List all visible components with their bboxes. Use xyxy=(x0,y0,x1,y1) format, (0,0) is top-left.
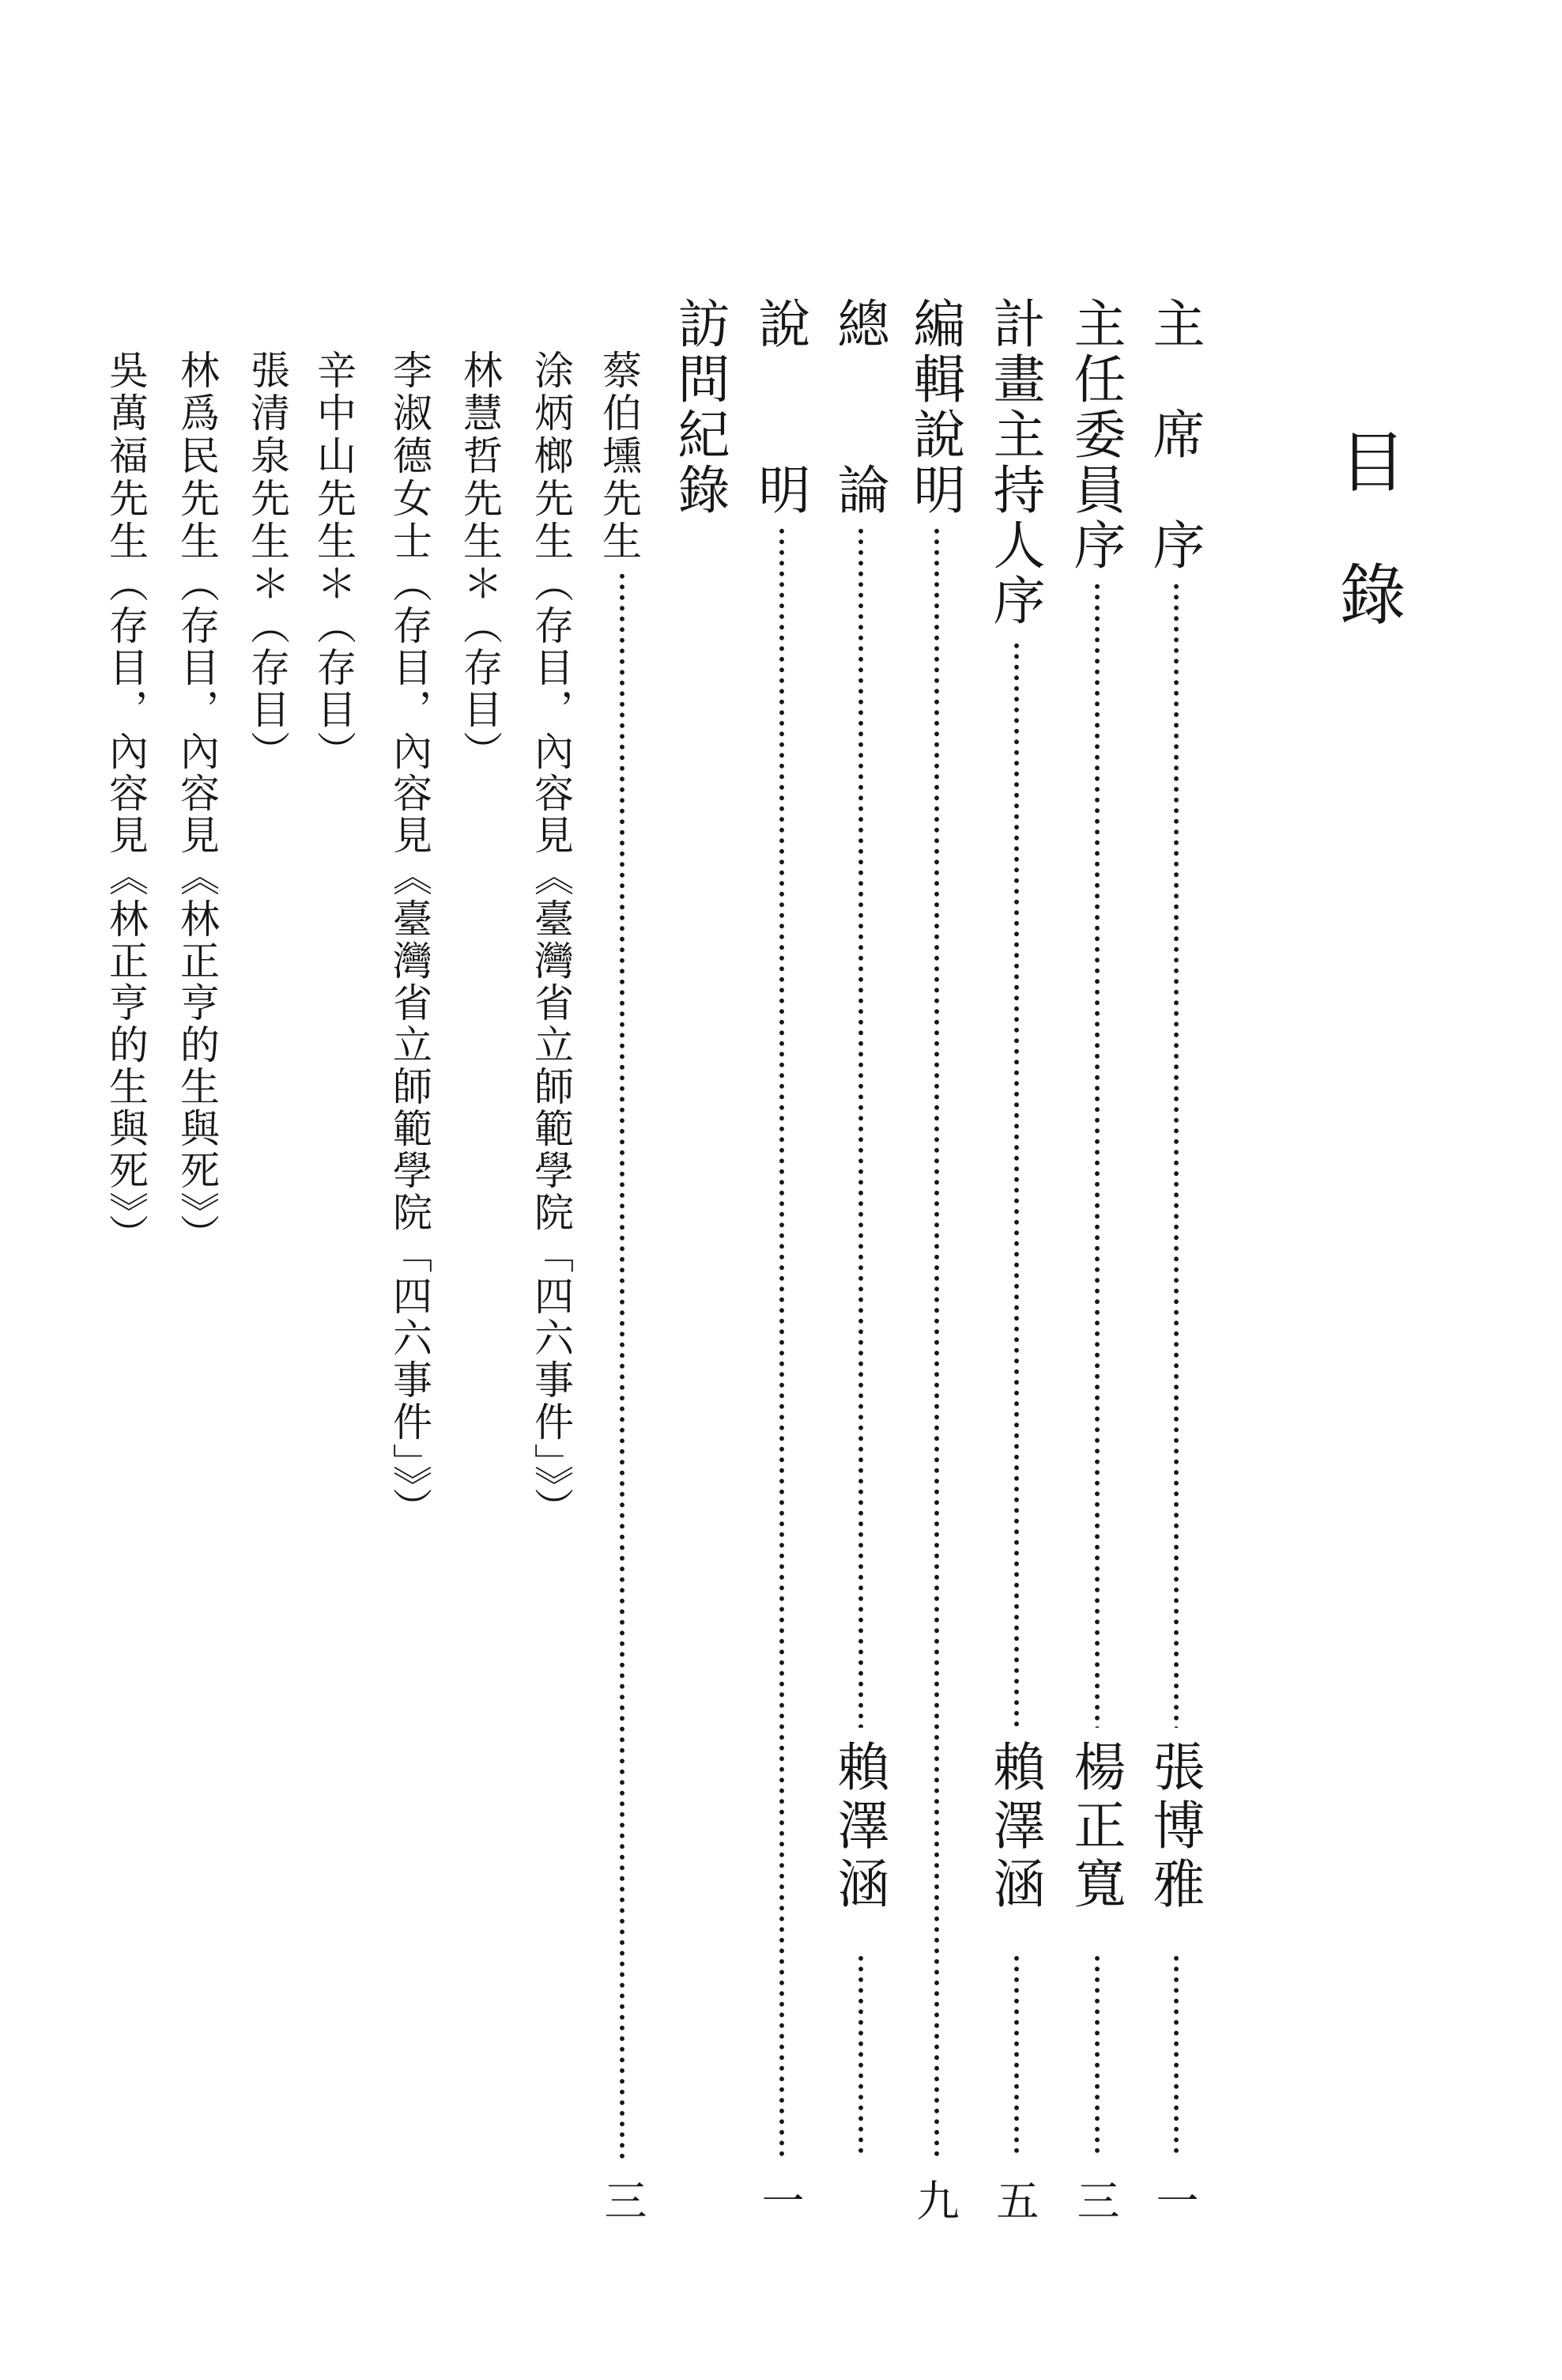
interview-entry[interactable] xyxy=(311,0,360,2380)
interview-note: ＊（存目） xyxy=(457,563,503,773)
entry-label: 主任委員序 xyxy=(1065,297,1126,573)
entry-page: 五 xyxy=(990,2178,1039,2221)
interviewee-name: 林慧哲先生 xyxy=(457,349,503,563)
entry-label: 說 明 xyxy=(749,297,810,518)
interviewee-name: 涂炳榔先生 xyxy=(528,349,574,563)
interview-entry[interactable] xyxy=(596,0,647,2380)
toc-entry-committee-preface[interactable] xyxy=(1065,0,1126,2380)
toc-entry-general-introduction[interactable] xyxy=(828,0,889,2380)
dot-leader xyxy=(1172,581,1180,1728)
interview-note: ＊（存目） xyxy=(311,563,357,773)
interview-entry[interactable] xyxy=(103,0,152,2380)
interviewee-name: 吳萬福先生 xyxy=(103,349,149,563)
dot-leader xyxy=(778,526,786,2159)
interview-entry[interactable] xyxy=(528,0,577,2380)
interview-note: （存目，內容見《林正亨的生與死》） xyxy=(103,563,149,1256)
entry-author: 張博雅 xyxy=(1144,1740,1205,1915)
entry-page: 三 xyxy=(598,2178,647,2221)
entry-author: 賴澤涵 xyxy=(984,1740,1045,1915)
interviewee-name: 李淑德女士 xyxy=(387,349,432,563)
entry-label: 總 論 xyxy=(828,297,889,518)
interview-entry[interactable] xyxy=(387,0,436,2380)
dot-leader xyxy=(857,526,865,1728)
toc-entry-chairman-preface[interactable] xyxy=(1144,0,1205,2380)
entry-page: 一 xyxy=(755,2178,805,2221)
interview-entry[interactable] xyxy=(174,0,223,2380)
entry-label: 編輯說明 xyxy=(904,297,965,518)
entry-page: 一 xyxy=(1149,2178,1199,2221)
entry-page: 九 xyxy=(910,2178,960,2221)
interview-line xyxy=(311,349,357,773)
dot-leader xyxy=(1013,640,1021,1728)
interview-note: ＊（存目） xyxy=(244,563,290,773)
interviewee-name: 辛中山先生 xyxy=(311,349,357,563)
dot-leader xyxy=(933,526,941,2159)
interview-note: （存目，內容見《臺灣省立師範學院「四六事件」》） xyxy=(528,563,574,1529)
dot-leader xyxy=(1093,581,1101,1728)
interview-line xyxy=(387,349,432,1529)
entry-label: 主 席 序 xyxy=(1144,297,1205,573)
toc-section-interview-records[interactable] xyxy=(669,0,730,2380)
dot-leader xyxy=(857,1953,865,2159)
toc-entry-explanation[interactable] xyxy=(749,0,810,2380)
dot-leader xyxy=(618,571,626,2159)
interviewee-name: 蔡伯壎先生 xyxy=(596,349,642,563)
dot-leader xyxy=(1093,1953,1101,2159)
toc-entry-project-preface[interactable] xyxy=(984,0,1045,2380)
interview-line xyxy=(457,349,503,773)
dot-leader xyxy=(1013,1953,1021,2159)
interviewee-name: 張清泉先生 xyxy=(244,349,290,563)
toc-entry-editorial-notes[interactable] xyxy=(904,0,965,2380)
interview-entry[interactable] xyxy=(244,0,293,2380)
interview-line xyxy=(528,349,574,1529)
section-heading: 訪問紀錄 xyxy=(669,297,730,518)
page-title: 目 錄 xyxy=(1329,427,1406,626)
entry-page: 三 xyxy=(1070,2178,1120,2221)
interview-line xyxy=(244,349,290,773)
interview-note: （存目，內容見《林正亨的生與死》） xyxy=(174,563,220,1256)
entry-author: 楊正寬 xyxy=(1065,1740,1126,1915)
entry-label: 計畫主持人序 xyxy=(984,297,1045,629)
entry-author: 賴澤涵 xyxy=(828,1740,889,1915)
interviewee-name: 林爲民先生 xyxy=(174,349,220,563)
interview-entry[interactable] xyxy=(457,0,506,2380)
interview-line xyxy=(103,349,149,1256)
dot-leader xyxy=(1172,1953,1180,2159)
interview-line xyxy=(174,349,220,1256)
interview-note: （存目，內容見《臺灣省立師範學院「四六事件」》） xyxy=(387,563,432,1529)
